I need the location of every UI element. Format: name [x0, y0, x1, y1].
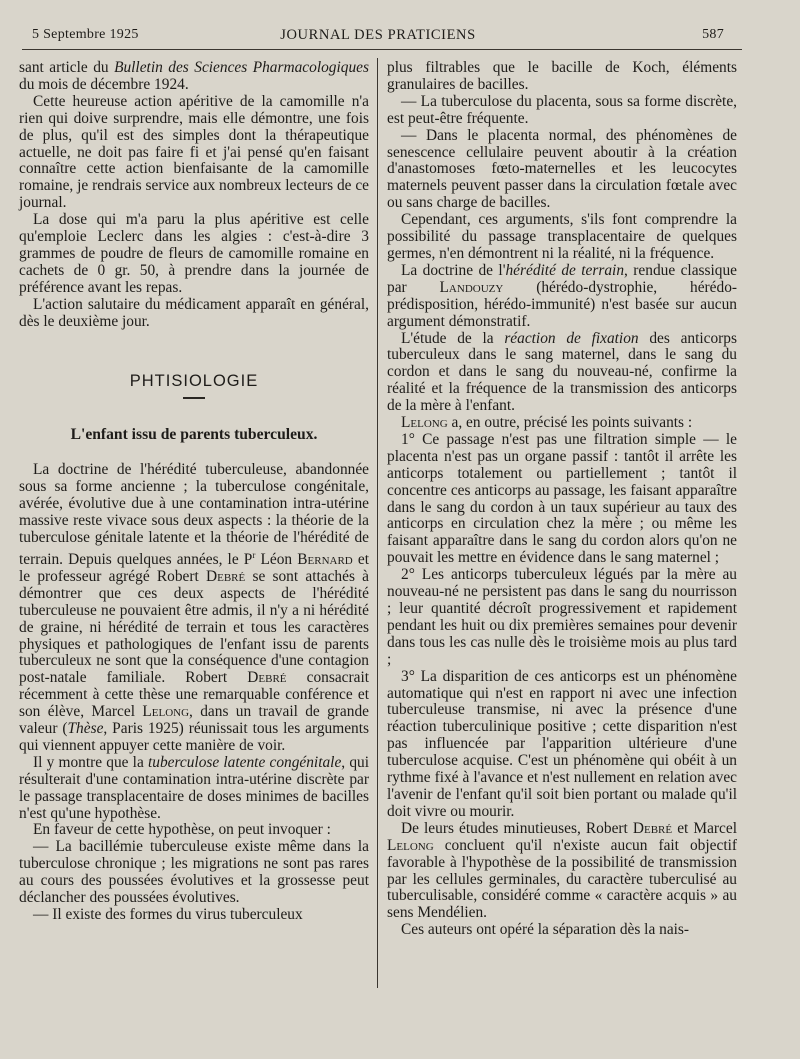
right-paragraph-10: 3° La disparition de ces anticorps est un phénomène automatique qui n'est en rapport ni avec une infection tuberculeuse transmise, ni avec la présence d'une réaction tuberculinique positive ; cette disparition n'est pas influencée par l'apparition ultérieure d'une tuberculose acquise. C'est un phénomène qui obéit à un rythme fixé à l'avance et n'est nullement en relation avec l'avenir de l'enfant qu'il soit bien portant ou malade qu'il doit vivre ou mourir.: [387, 667, 737, 820]
page-number: 587: [702, 27, 724, 42]
article-paragraph-5: — Il existe des formes du virus tuberculeux: [33, 906, 303, 923]
right-paragraph-3: — Dans le placenta normal, des phénomènes de senescence cellulaire peuvent aboutir à la création d'anastomoses fœto-maternelles et les leucocytes maternels peuvent passer dans la circulation fœtale avec ou sans charge de bacilles.: [387, 126, 737, 212]
article-paragraph-3: En faveur de cette hypothèse, on peut invoquer :: [33, 821, 331, 839]
right-paragraph-9: 2° Les anticorps tuberculeux légués par la mère au nouveau-né ne persistent pas dans le sang du nourrisson ; leur quantité décroît progressivement et rapidement pendant les huit ou dix premières semaines pour devenir dans tous les cas nulle dès le troisième mois au plus tard ;: [387, 566, 737, 668]
right-column: [387, 60, 737, 939]
column-divider: [377, 58, 378, 988]
intro-paragraph-3: La dose qui m'a paru la plus apéritive est celle qu'emploie Leclerc dans les algies : c'est-à-dire 3 grammes de poudre de fleurs de camomille romaine en cachets de 0 gr. 50, à prendre dans la journée de préférence avant les repas.: [19, 211, 369, 296]
section-rule: [183, 397, 205, 399]
right-paragraph-4: Cependant, ces arguments, s'ils font comprendre la possibilité du passage transplacentaire de quelques germes, n'en démontrent ni la réalité, ni la fréquence.: [387, 211, 737, 262]
page-header: [32, 24, 724, 46]
article-title: L'enfant issu de parents tuberculeux.: [70, 426, 318, 444]
right-paragraph-2: — La tuberculose du placenta, sous sa forme discrète, est peut-être fréquente.: [387, 92, 737, 127]
right-paragraph-1: plus filtrables que le bacille de Koch, éléments granulaires de bacilles.: [387, 59, 737, 93]
intro-paragraph-1: sant article du Bulletin des Sciences Pharmacologiques du mois de décembre 1924.: [19, 59, 369, 93]
journal-title: JOURNAL DES PRATICIENS: [280, 27, 476, 43]
article-paragraph-2: Il y montre que la tuberculose latente congénitale, qui résulterait d'une contamination intra-utérine discrète par le passage transplacentaire de doses minimes de bacilles n'est qu'une hypothèse.: [19, 753, 369, 822]
intro-paragraph-2: Cette heureuse action apéritive de la camomille n'a rien qui doive surprendre, mais elle démontre, une fois de plus, qu'il est des simples dont la thérapeutique actuelle, ne doit pas faire fi et j'ai pensé qu'en faisant connaître cette action bienfaisante de la camomille romaine, je rendrais service aux nombreux lecteurs de ce journal.: [19, 92, 369, 212]
header-date: 5 Septembre 1925: [32, 27, 139, 42]
right-paragraph-6: L'étude de la réaction de fixation des anticorps tuberculeux dans le sang maternel, dans le sang du cordon et dans le sang du nouveau-né, confirme la réalité et la fréquence de la transmission des anticorps de la mère à l'enfant.: [387, 329, 737, 415]
right-paragraph-5: La doctrine de l'hérédité de terrain, rendue classique par Landouzy (hérédo-dystrophie, hérédo-prédisposition, hérédo-immunité) n'est basée sur aucun argument démonstratif.: [387, 261, 738, 330]
article-paragraph-4: — La bacillémie tuberculeuse existe même dans la tuberculose chronique ; les migrations ne sont pas rares au cours des poussées évolutives et la grossesse peut déclancher des poussées évolutives.: [19, 838, 369, 907]
right-paragraph-8: 1° Ce passage n'est pas une filtration simple — le placenta n'est pas un organe passif : tantôt il arrête les anticorps totalement ou partiellement ; tantôt il concentre ces anticorps au passage, les faisant apparaître dans le sang du cordon à un taux supérieur au taux des anticorps en circulation chez la mère ; ou même les faisant apparaître dans le sang du cordon alors qu'on ne pouvait les mettre en évidence dans le sang maternel ;: [387, 430, 737, 567]
right-paragraph-11: De leurs études minutieuses, Robert Debré et Marcel Lelong concluent qu'il n'existe aucun fait objectif favorable à l'hypothèse de la possibilité de transmission par les cellules germinales, du caractère tuberculisé au tuberculisable, considéré comme « caractère acquis » au sens Mendélien.: [387, 819, 737, 922]
header-rule: [22, 49, 742, 50]
article-paragraph-1: La doctrine de l'hérédité tuberculeuse, abandonnée sous sa forme ancienne ; la tuberculose congénitale, avérée, évolutive due à une contamination intra-utérine massive reste vivace sous deux aspects : la théorie de la tuberculose génitale latente et la théorie de l'hérédité de terrain. Depuis quelques années, le $P^r$ Léon Bernard et le professeur agrégé Robert Debré se sont attachés à démontrer que ces deux aspects de l'hérédité tuberculeuse ne pouvaient être admis, il n'y a ni hérédité de graine, ni hérédité de terrain et tous les caractères physiques et pathologiques de l'enfant issu de parents tuberculeux ne sont que la conséquence d'une contagion post-natale familiale. Robert Debré consacrait récemment à cette thèse une remarquable conférence et son élève, Marcel Lelong, dans un travail de grande valeur (Thèse, Paris 1925) réunissait tous les arguments qui viennent appuyer cette manière de voir.: [19, 461, 370, 754]
section-title: PHTISIOLOGIE: [129, 371, 259, 390]
left-column: [19, 60, 369, 924]
right-paragraph-7: Lelong a, en outre, précisé les points suivants :: [401, 414, 693, 432]
intro-paragraph-4: L'action salutaire du médicament apparaît en général, dès le deuxième jour.: [19, 295, 369, 330]
right-paragraph-12: Ces auteurs ont opéré la séparation dès la nais-: [401, 921, 690, 939]
